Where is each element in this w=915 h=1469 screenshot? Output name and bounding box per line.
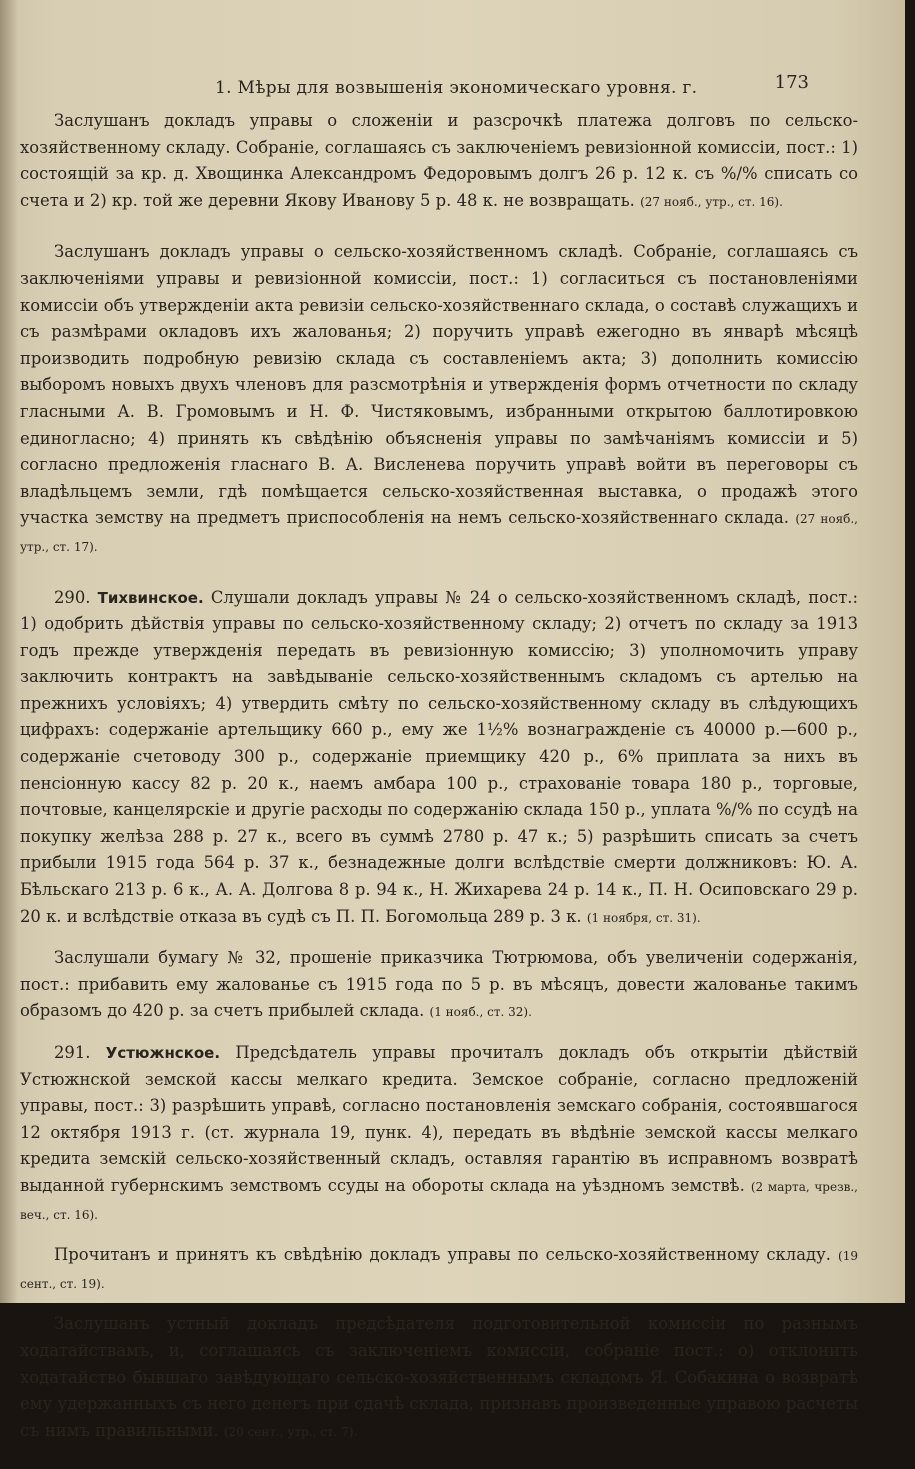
paragraph-text: Прочитанъ и принятъ къ свѣдѣнію докладъ управы по сельско-хозяйственному складу. xyxy=(54,1245,831,1265)
paragraph-2 xyxy=(20,239,858,560)
district-name: Устюжнское. xyxy=(105,1044,221,1062)
paragraph-291-ustyuzhna xyxy=(20,1040,858,1228)
page-header xyxy=(0,72,905,102)
source-reference: (27 нояб., утр., ст. 17). xyxy=(20,512,858,554)
paragraph-text: Заслушанъ докладъ управы о сложеніи и разсрочкѣ платежа долговъ по сельско-хозяйственному складу. Собраніе, соглашаясь съ заключеніемъ ревизіонной комиссіи, пост.: 1) состоящій за кр. д. Хвощинка Александромъ Федоровымъ долгъ 26 р. 12 к. съ %/% списать со счета и 2) кр. той же деревни Якову Иванову 5 р. 48 к. не возвращать. xyxy=(20,111,858,210)
paragraph-6 xyxy=(20,1242,858,1297)
paragraph-290-tikhvin xyxy=(20,585,858,932)
district-name: Тихвинское. xyxy=(97,588,204,607)
source-reference: (2 марта, чрезв., веч., ст. 16). xyxy=(20,1179,858,1222)
source-reference: (19 сент., ст. 19). xyxy=(20,1249,858,1291)
source-reference: (20 сент., утр., ст. 7). xyxy=(223,1424,358,1439)
source-reference: (1 нояб., ст. 32). xyxy=(429,1005,532,1020)
source-reference: (27 нояб., утр., ст. 16). xyxy=(640,194,783,209)
paragraph-text: Заслушанъ устный докладъ предсѣдателя подготовительной комиссіи по разнымъ ходатайствамъ, и, соглашаясь съ заключеніемъ комиссіи, собраніе пост.: о) отклонить ходатайство бывшаго завѣдующаго сельско-хозяйственнымъ складомъ Я. Собакина о возвратѣ ему удержанныхъ съ него денегъ при сдачѣ склада, признавъ произведенные управою расчеты съ нимъ правильными. xyxy=(20,1314,858,1440)
paragraph-1 xyxy=(20,108,858,215)
paragraph-text: Заслушали бумагу № 32, прошеніе приказчика Тютрюмова, объ увеличеніи содержанія, пост.: прибавить ему жалованье съ 1915 года по 5 р. въ мѣсяцъ, довести жалованье такимъ образомъ до 420 р. за счетъ прибылей склада. xyxy=(20,948,858,1021)
page-number: 173 xyxy=(774,72,809,93)
paragraph-7 xyxy=(20,1311,858,1445)
page-body xyxy=(20,108,858,1469)
entry-number: 291. xyxy=(54,1043,91,1062)
entry-number: 290. xyxy=(54,587,91,607)
paragraph-text: Слушали докладъ управы № 24 о сельско-хозяйственномъ складѣ, пост.: 1) одобрить дѣйствія управы по сельско-хозяйственному складу; 2) отчетъ по складу за 1913 годъ прежде утвержденія передать въ ревизіонную комиссію; 3) уполномочить управу заключить контрактъ на завѣдываніе сельско-хозяйственнымъ складомъ съ артелью на прежнихъ условіяхъ; 4) утвердить смѣту по сельско-хозяйственному складу въ слѣдующихъ цифрахъ: содержаніе артельщику 660 р., ему же 1½% вознагражденіе съ 40000 р.—600 р., содержаніе счетоводу 300 р., содержаніе приемщику 420 р., 6% приплата за нихъ въ пенсіонную кассу 82 р. 20 к., наемъ амбара 100 р., страхованіе товара 180 р., торговые, почтовые, канцелярскіе и другіе расходы по содержанію склада 150 р., уплата %/% по ссудѣ на покупку желѣза 288 р. 27 к., всего въ суммѣ 2780 р. 47 к.; 5) разрѣшить списать за счетъ прибыли 1915 года 564 р. 37 к., безнадежные долги вслѣдствіе смерти должниковъ: Ю. А. Бѣльскаго 213 р. 6 к., А. А. Долгова 8 р. 94 к., Н. Жихарева 24 р. 14 к., П. Н. Осиповскаго 29 р. 20 к. и вслѣдствіе отказа въ судѣ съ П. П. Богомольца 289 р. 3 к. xyxy=(20,587,858,926)
paragraph-text: Предсѣдатель управы прочиталъ докладъ объ открытіи дѣйствій Устюжнской земской кассы мелкаго кредита. Земское собраніе, согласно предложеній управы, пост.: 3) разрѣшить управѣ, согласно постановленія земскаго собранія, состоявшагося 12 октября 1913 г. (ст. журнала 19, пунк. 4), передать въ вѣдѣніе земской кассы мелкаго кредита земскій сельско-хозяйственный складъ, оставляя гарантію въ исправномъ возвратѣ выданной губернскимъ земствомъ ссуды на обороты склада на уѣздномъ земствѣ. xyxy=(20,1043,858,1195)
source-reference: (1 ноября, ст. 31). xyxy=(586,910,701,925)
running-title: 1. Мѣры для возвышенія экономическаго уровня. г. xyxy=(215,78,698,98)
paragraph-text: Заслушанъ докладъ управы о сельско-хозяйственномъ складѣ. Собраніе, соглашаясь съ заключеніями управы и ревизіонной комиссіи, пост.: 1) согласиться съ постановленіями комиссіи объ утвержденіи акта ревизіи сельско-хозяйственнаго склада, о составѣ служащихъ и съ размѣрами окладовъ ихъ жалованья; 2) поручить управѣ ежегодно въ январѣ мѣсяцѣ производить подробную ревизію склада съ составленіемъ акта; 3) дополнить комиссію выборомъ новыхъ двухъ членовъ для разсмотрѣнія и утвержденія формъ отчетности по складу гласными А. В. Громовымъ и Н. Ф. Чистяковымъ, избранными открытою баллотировкою единогласно; 4) принять къ свѣдѣнію объясненія управы по замѣчаніямъ комиссіи и 5) согласно предложенія гласнаго В. А. Висленева поручить управѣ войти въ переговоры съ владѣльцемъ земли, гдѣ помѣщается сельско-хозяйственная выставка, о продажѣ этого участка земству на предметъ приспособленія на немъ сельско-хозяйственнаго склада. xyxy=(20,242,858,528)
paragraph-4 xyxy=(20,945,858,1026)
